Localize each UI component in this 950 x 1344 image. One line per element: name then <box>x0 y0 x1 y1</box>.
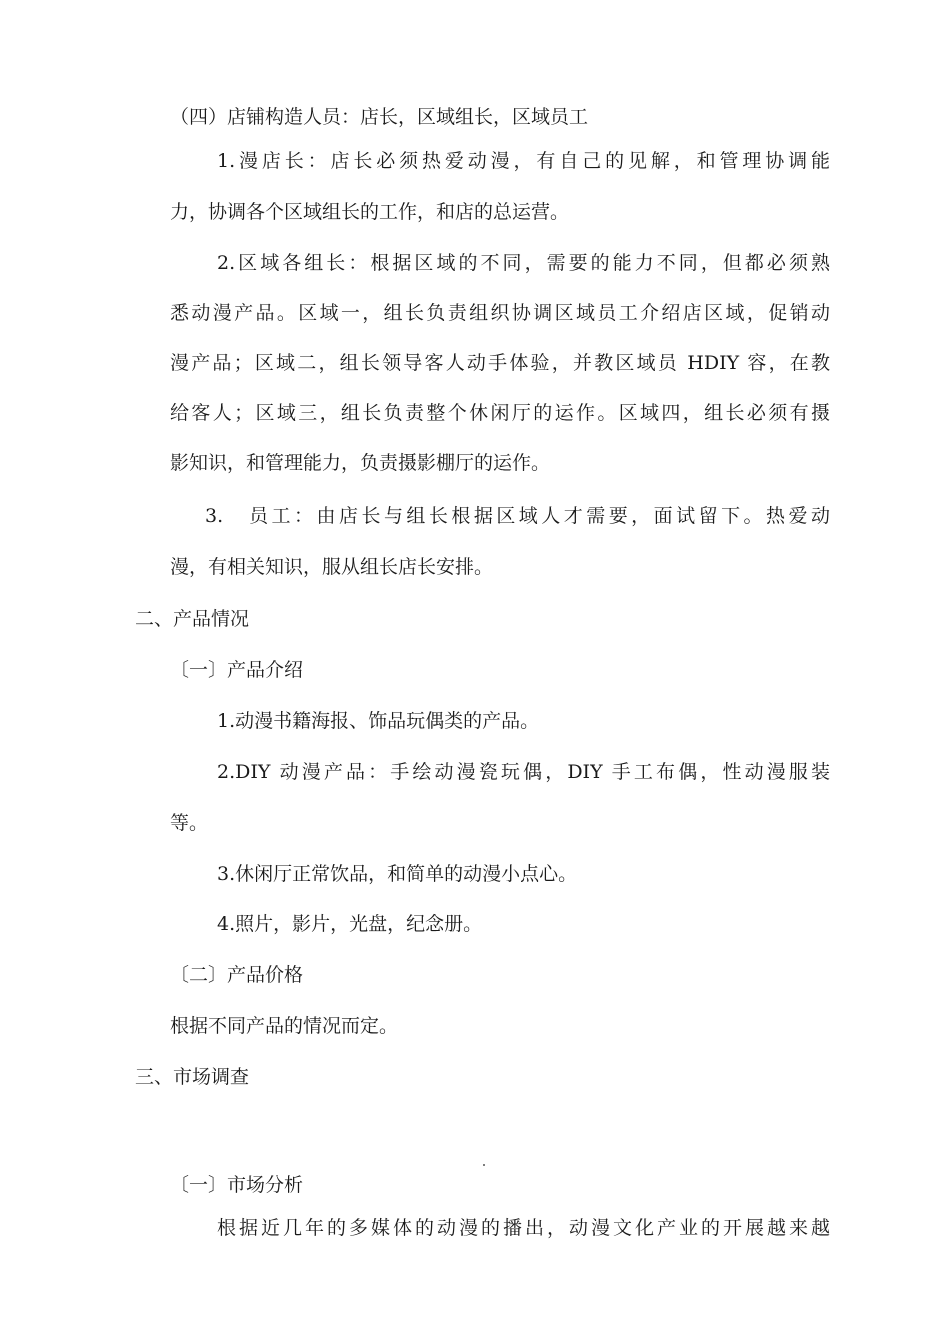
paragraph-line: 3. 员工：由店长与组长根据区域人才需要，面试留下。热爱动 <box>205 505 830 527</box>
subsection-heading-product-price: 〔二〕产品价格 <box>170 964 304 986</box>
paragraph-line: 2.区域各组长：根据区域的不同，需要的能力不同，但都必须熟 <box>217 252 830 274</box>
paragraph-line: 漫，有相关知识，服从组长店长安排。 <box>170 556 494 578</box>
subsection-heading-market-analysis: 〔一〕市场分析 <box>170 1174 304 1196</box>
section-heading-market-survey: 三、市场调查 <box>135 1066 250 1088</box>
paragraph-line: 根据近几年的多媒体的动漫的播出，动漫文化产业的开展越来越 <box>217 1217 830 1239</box>
paragraph-line: 等。 <box>170 812 209 834</box>
section-heading-products: 二、产品情况 <box>135 608 250 630</box>
list-item: 2.DIY 动漫产品：手绘动漫瓷玩偶，DIY 手工布偶，性动漫服装 <box>217 761 830 783</box>
list-item: 4.照片，影片，光盘，纪念册。 <box>217 913 483 935</box>
subsection-heading-product-intro: 〔一〕产品介绍 <box>170 659 304 681</box>
paragraph-line: 漫产品；区域二，组长领导客人动手体验，并教区域员 HDIY 容，在教 <box>170 352 830 374</box>
paragraph-line: 根据不同产品的情况而定。 <box>170 1015 399 1037</box>
paragraph-line: 给客人；区域三，组长负责整个休闲厅的运作。区域四，组长必须有摄 <box>170 402 830 424</box>
paragraph-line: 影知识，和管理能力，负责摄影棚厅的运作。 <box>170 452 551 474</box>
paragraph-line: 1.漫店长：店长必须热爱动漫，有自己的见解，和管理协调能 <box>217 150 830 172</box>
section-heading-store-staff: （四）店铺构造人员：店长，区域组长，区域员工 <box>170 106 589 128</box>
paragraph-line: 力，协调各个区域组长的工作，和店的总运营。 <box>170 201 570 223</box>
list-item: 3.休闲厅正常饮品，和简单的动漫小点心。 <box>217 863 578 885</box>
paragraph-line: 悉动漫产品。区域一，组长负责组织协调区域员工介绍店区域，促销动 <box>170 302 830 324</box>
stray-dot-mark <box>483 1164 485 1166</box>
list-item: 1.动漫书籍海报、饰品玩偶类的产品。 <box>217 710 540 732</box>
